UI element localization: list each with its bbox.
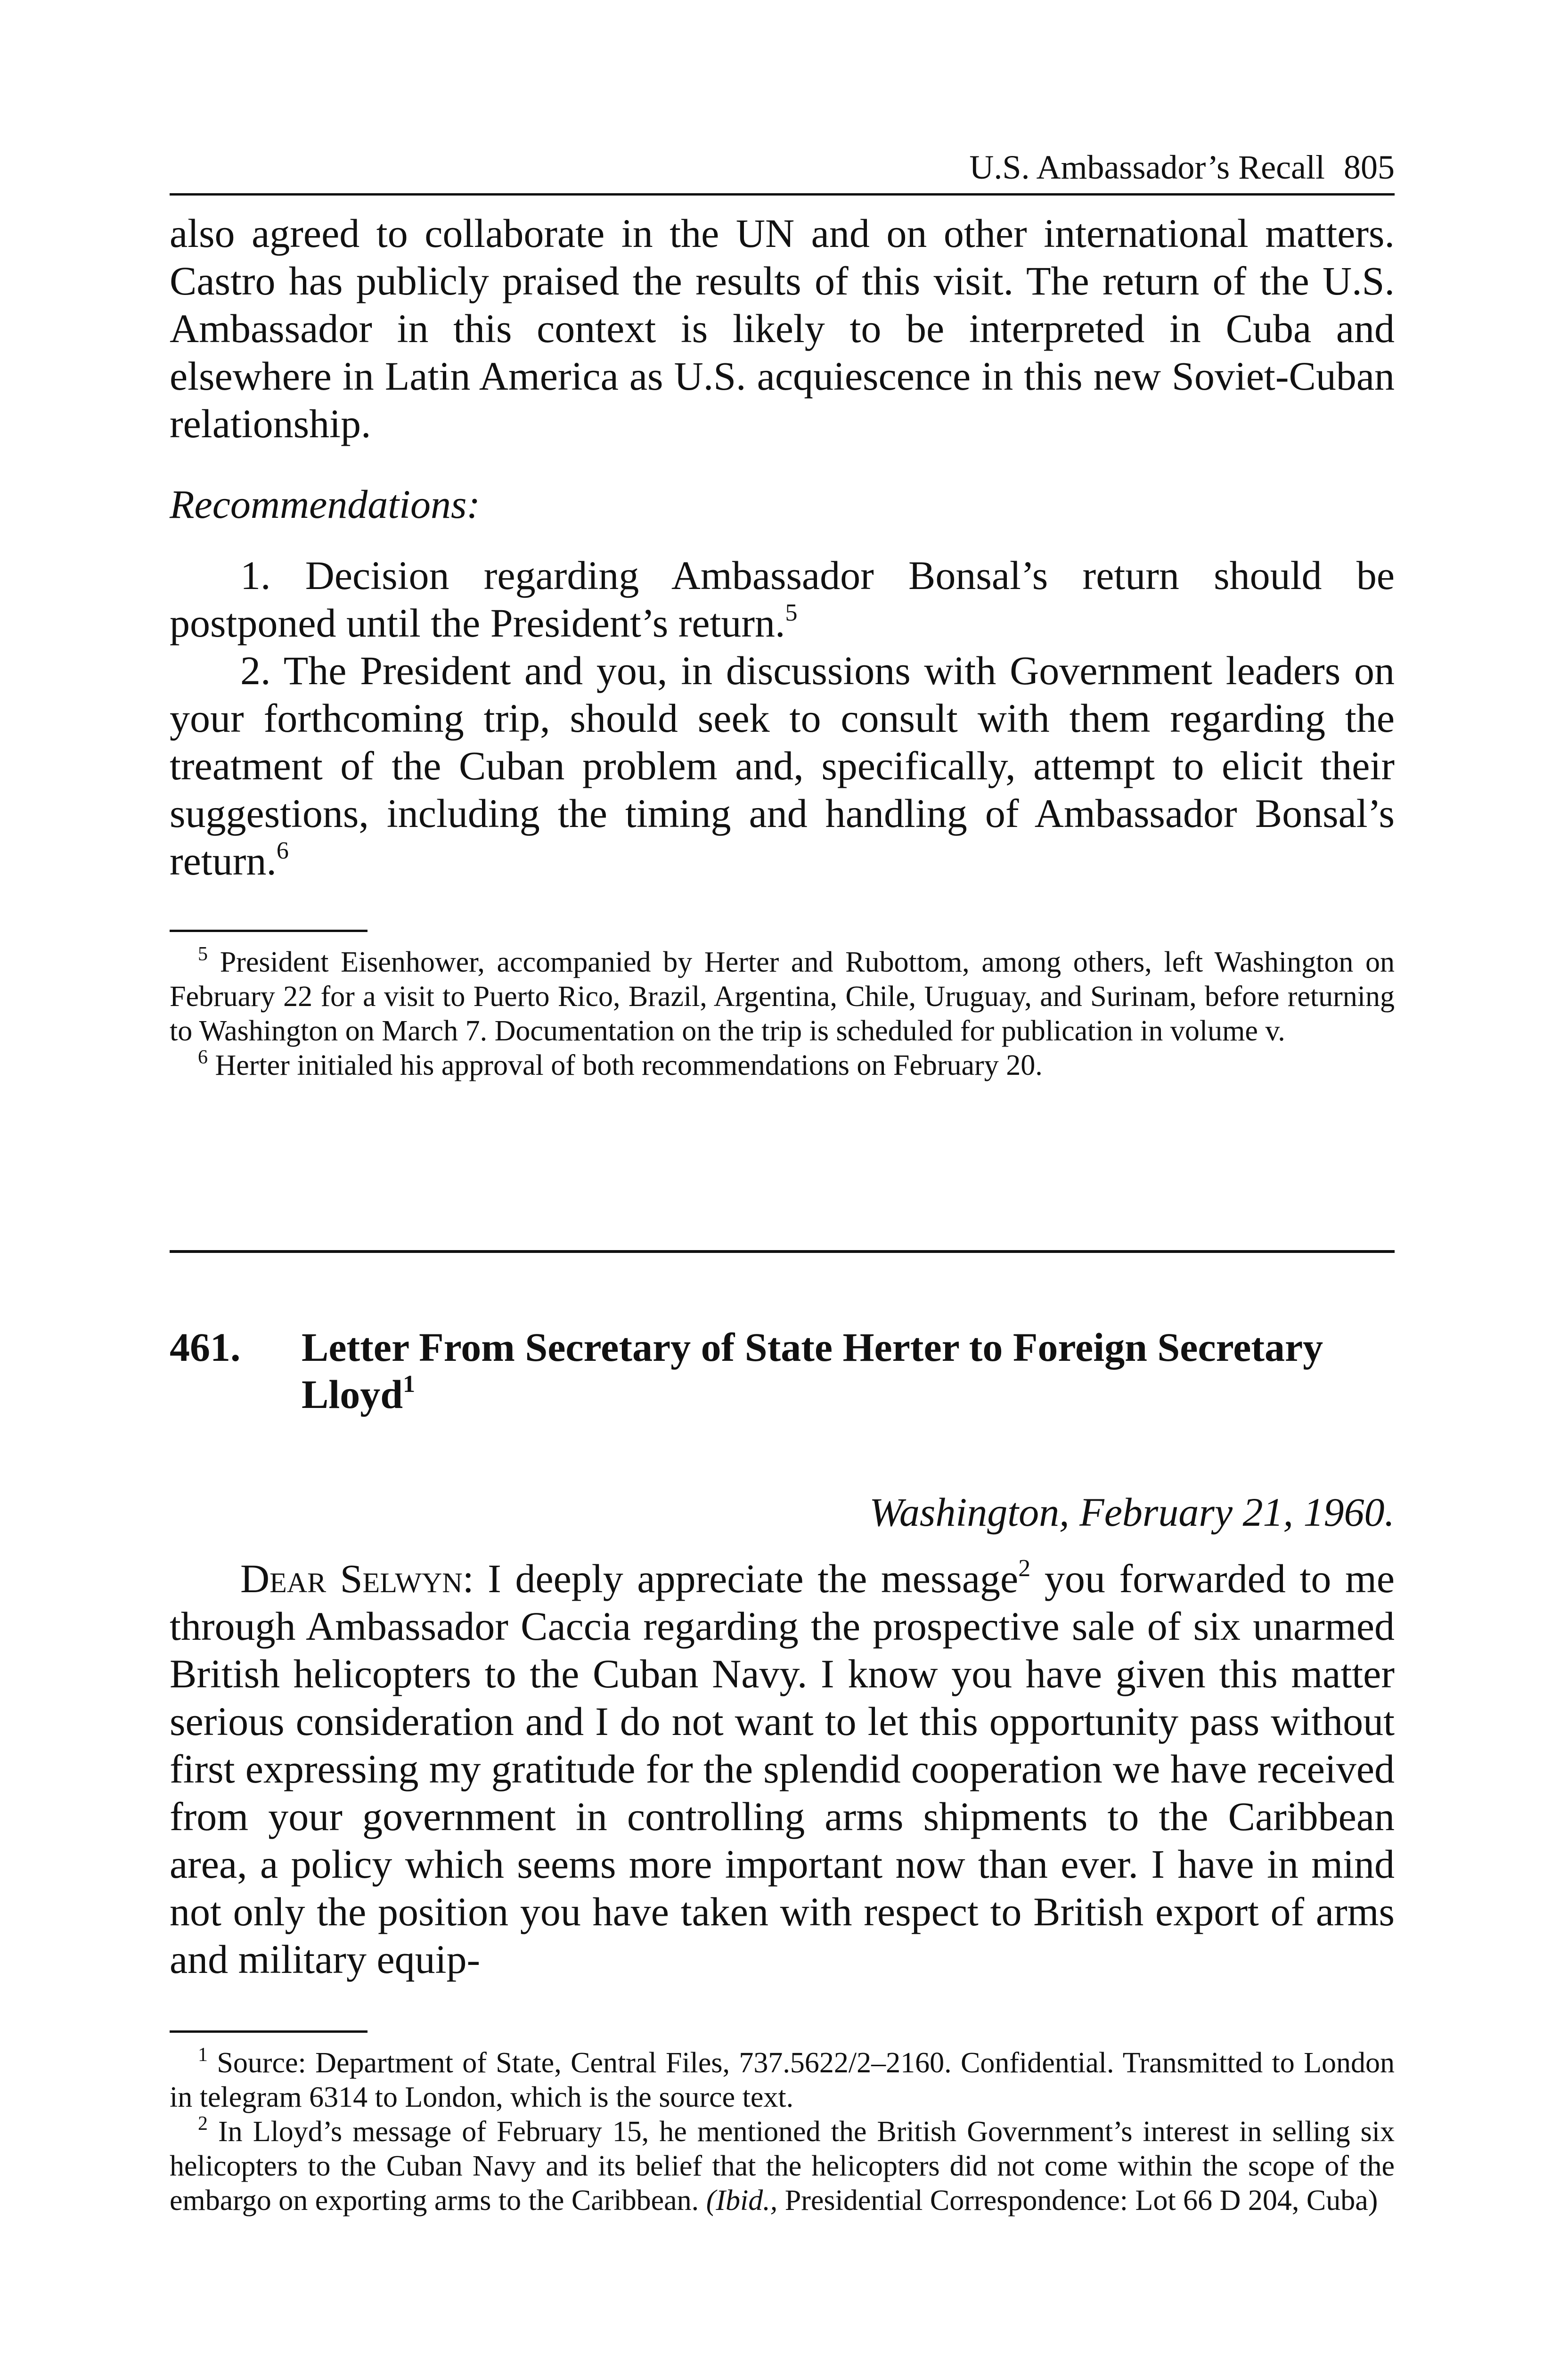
footnote-text: Presidential Correspondence: Lot 66 D 204, Cuba) — [784, 2184, 1378, 2217]
footnote — [170, 2115, 1395, 2218]
recommendation-item — [170, 552, 1395, 647]
footnote-number: 5 — [198, 943, 208, 965]
document-number: 461. — [170, 1325, 241, 1370]
footnote-rule — [170, 930, 368, 932]
document-title — [302, 1324, 1395, 1418]
recommendation-item — [170, 647, 1395, 885]
footnote-text: Herter initialed his approval of both recommendations on February 20. — [215, 1049, 1043, 1081]
letter-text: I deeply appreciate the message — [474, 1556, 1019, 1601]
dateline: Washington, February 21, 1960. — [869, 1489, 1395, 1535]
letter-body — [170, 1555, 1395, 1983]
footnote — [170, 2046, 1395, 2115]
footnote-number: 1 — [198, 2044, 208, 2066]
footnote-ref: 6 — [276, 837, 289, 864]
footnote-ref: 1 — [403, 1371, 416, 1398]
document-heading — [170, 1324, 1395, 1418]
footnote — [170, 945, 1395, 1048]
letter-text: you forwarded to me through Ambassador Caccia regarding the prospective sale of six unarmed British helicopters to the Cuban Navy. I know you have given this matter serious consideration and I do not want to let this opportunity pass without first expressing my gratitude for the splendid cooperation we have received from your government in controlling arms shipments to the Caribbean area, a policy which seems more important now than ever. I have in mind not only the position you have taken with respect to British export of arms and military equip- — [170, 1556, 1395, 1982]
footnote-italic-ref: (Ibid., — [706, 2184, 778, 2217]
footnote-ref: 2 — [1018, 1555, 1031, 1582]
running-head-title: U.S. Ambassador’s Recall — [969, 148, 1325, 186]
running-head-rule — [170, 193, 1395, 196]
page-number: 805 — [1344, 148, 1395, 186]
footnote-number: 6 — [198, 1047, 208, 1068]
recommendation-text: 2. The President and you, in discussions with Government leaders on your forthcoming trip, should seek to consult with them regarding the treatment of the Cuban problem and, specifically, attempt to elicit their suggestions, including the timing and handling of Ambassador Bonsal’s return. — [170, 648, 1395, 884]
salutation: Dear Selwyn: — [240, 1556, 474, 1601]
document-page — [170, 141, 1395, 2218]
continuation-paragraph: also agreed to collaborate in the UN and on other international matters. Castro has publicly praised the results of this visit. The return of the U.S. Ambassador in this context is likely to be interpreted in Cuba and elsewhere in Latin America as U.S. acquiescence in this new Soviet-Cuban relationship. — [170, 211, 1395, 446]
footnote-text: Source: Department of State, Central Files, 737.5622/2–2160. Confidential. Transmitted to London in telegram 6314 to London, which is the source text. — [170, 2047, 1395, 2113]
recommendation-text: 1. Decision regarding Ambassador Bonsal’s return should be postponed until the President’s return. — [170, 553, 1395, 646]
footnote — [170, 1048, 1395, 1083]
document-title-text: Letter From Secretary of State Herter to Foreign Secretary Lloyd — [302, 1325, 1323, 1417]
running-head — [170, 141, 1395, 193]
footnote-text: President Eisenhower, accompanied by Herter and Rubottom, among others, left Washington on February 22 for a visit to Puerto Rico, Brazil, Argentina, Chile, Uruguay, and Surinam, before returning to Washington on March 7. Documentation on the trip is scheduled for publication in volume v. — [170, 946, 1395, 1047]
footnote-number: 2 — [198, 2113, 208, 2135]
footnote-text: In Lloyd’s message of February 15, he mentioned the British Government’s interest in selling six helicopters to the Cuban Navy and its belief that the helicopters did not come within the scope of the embargo on exporting arms to the Caribbean. — [170, 2116, 1395, 2217]
footnote-rule — [170, 2030, 368, 2033]
recommendations-label: Recommendations: — [170, 482, 481, 527]
footnote-ref: 5 — [785, 599, 798, 626]
